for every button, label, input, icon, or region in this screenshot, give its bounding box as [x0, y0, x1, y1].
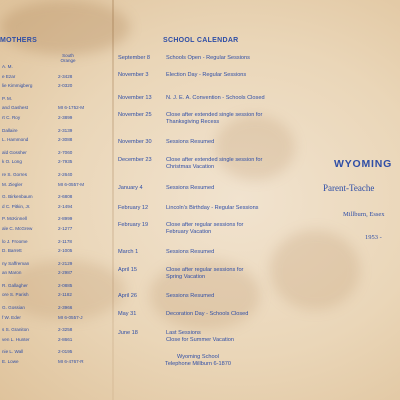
mother-name: G. Gossian	[2, 305, 25, 311]
calendar-event-line: Lincoln's Birthday - Regular Sessions	[166, 205, 259, 211]
mother-entry	[0, 204, 110, 214]
mother-name: ny Saffreman	[2, 260, 30, 266]
mother-entry	[0, 226, 110, 236]
calendar-date: March 1	[118, 249, 139, 255]
calendar-date: November 13	[118, 95, 152, 101]
mother-name: P. McKinnell	[2, 216, 27, 222]
mother-phone: 2-8661	[58, 336, 73, 342]
cover-subtitle: Parent-Teache	[323, 183, 375, 193]
mother-name: lie Kimmigberg	[2, 83, 33, 89]
calendar-event-line: Schools Open - Regular Sessions	[166, 55, 250, 61]
mother-phone: 2-3966	[58, 305, 73, 311]
calendar-event	[166, 55, 250, 62]
mothers-heading: MOTHERS	[0, 37, 38, 44]
mother-entry	[0, 216, 110, 226]
calendar-date: June 18	[118, 330, 138, 336]
school-name: Wyoming School	[177, 354, 219, 360]
mother-entry	[0, 248, 110, 258]
mother-name: M. Ziegler	[2, 181, 23, 187]
calendar-date: December 23	[118, 157, 152, 163]
mother-entry	[0, 194, 110, 204]
mother-phone: 2-2987	[58, 270, 73, 276]
mother-entry	[0, 305, 110, 315]
mother-entry	[0, 337, 110, 347]
calendar-event-line: Close for Summer Vacation	[166, 337, 234, 343]
mother-name: k O. Long	[2, 159, 22, 165]
mother-name: L. Hammond	[2, 137, 29, 143]
mother-entry	[0, 270, 110, 280]
calendar-event	[166, 222, 243, 236]
phone-column-label	[58, 53, 78, 63]
mother-phone: 2-2640	[58, 171, 73, 177]
calendar-event-line: Thanksgiving Recess	[166, 119, 220, 125]
mother-name: an Maron	[2, 270, 22, 276]
calendar-event	[166, 72, 246, 79]
mother-name: Dallaire	[2, 127, 18, 133]
calendar-event	[166, 95, 265, 102]
mother-name: nie L. Wall	[2, 349, 24, 355]
mother-name: lo J. Froome	[2, 238, 28, 244]
phone-column-label-line: Orange	[60, 58, 76, 63]
mother-entry	[0, 283, 110, 293]
mother-name: ale C. McGrew	[2, 225, 33, 231]
mother-phone: 2-6808	[58, 194, 73, 200]
mother-name: e Ezar	[2, 73, 16, 79]
calendar-date: September 8	[118, 55, 151, 61]
mother-name: E. Lowe	[2, 359, 19, 365]
calendar-event	[166, 112, 262, 126]
mother-phone: 2-7060	[58, 149, 73, 155]
mother-phone: 2-1178	[58, 238, 72, 244]
mother-entry	[0, 349, 110, 359]
mother-phone: 2-1182	[58, 292, 72, 298]
calendar-event	[166, 139, 214, 146]
mother-entry	[0, 182, 110, 192]
cover-place: Millburn, Essex	[343, 211, 385, 218]
mother-name: ore S. Parish	[2, 292, 29, 298]
calendar-heading: SCHOOL CALENDAR	[163, 37, 239, 44]
mother-phone: 2-1494	[58, 203, 73, 209]
mother-name: A. M.	[2, 64, 13, 69]
mother-entry	[0, 105, 110, 115]
mother-phone: 2-0195	[58, 349, 73, 355]
calendar-event-line: Sessions Resumed	[166, 249, 215, 255]
mother-phone: MI 6-0557-J	[58, 314, 83, 320]
mother-name: D. Barrett	[2, 248, 22, 254]
mother-entry	[0, 128, 110, 138]
calendar-event	[166, 185, 214, 192]
mother-phone: 2-3428	[58, 73, 73, 79]
mother-phone: 2-0320	[58, 83, 73, 89]
calendar-event-line: Last Sessions	[166, 330, 201, 336]
mother-name: P. M.	[2, 95, 13, 101]
calendar-event-line: Sessions Resumed	[166, 293, 215, 299]
mother-entry	[0, 239, 110, 249]
mother-phone: 2-7935	[58, 159, 73, 165]
calendar-event-line: Christmas Vacation	[166, 164, 215, 170]
mother-entry	[0, 261, 110, 271]
calendar-event	[166, 293, 214, 300]
mother-entry	[0, 359, 110, 369]
calendar-date: February 12	[118, 205, 149, 211]
mother-entry	[0, 315, 110, 325]
calendar-event	[166, 330, 234, 344]
calendar-date: May 31	[118, 311, 137, 317]
calendar-event	[166, 267, 243, 281]
mother-entry	[0, 74, 110, 84]
calendar-date: February 19	[118, 222, 149, 228]
calendar-event-line: Close after regular sessions for	[166, 267, 244, 273]
calendar-event	[166, 157, 262, 171]
calendar-date: April 15	[118, 267, 137, 273]
calendar-event	[166, 205, 258, 212]
mother-entry	[0, 292, 110, 302]
mother-entry	[0, 96, 110, 106]
mother-name: d C. Pitkin, Jr.	[2, 203, 31, 209]
calendar-event-line: N. J. E. A. Convention - Schools Closed	[166, 95, 265, 101]
mother-phone: 2-8999	[58, 216, 73, 222]
calendar-event-line: Election Day - Regular Sessions	[166, 72, 247, 78]
mother-phone: 2-3139	[58, 127, 73, 133]
mother-name: ald Gossher	[2, 149, 27, 155]
mother-entry	[0, 172, 110, 182]
mother-phone: 2-0885	[58, 282, 73, 288]
mother-entry	[0, 64, 110, 74]
mother-phone: 2-1277	[58, 225, 73, 231]
mother-phone: MI 6-0557-M	[58, 181, 85, 187]
mother-entry	[0, 137, 110, 147]
mother-name: f W. Eder	[2, 314, 21, 320]
calendar-event-line: Close after extended single session for	[166, 112, 263, 118]
calendar-date: November 25	[118, 112, 152, 118]
water-stain	[270, 230, 360, 310]
mother-entry	[0, 327, 110, 337]
mother-name: G. Birkenbaum	[2, 194, 33, 200]
mother-entry	[0, 83, 110, 93]
calendar-footer	[118, 354, 278, 368]
mothers-list	[0, 64, 110, 369]
calendar-date: April 26	[118, 293, 137, 299]
mother-name: rt C. Roy	[2, 114, 21, 120]
calendar-event-line: Sessions Resumed	[166, 139, 215, 145]
mother-phone: 2-3258	[58, 327, 73, 333]
mother-name: ven L. Hunter	[2, 336, 30, 342]
calendar-event	[166, 311, 248, 318]
school-telephone: Telephone Millburn 6-1870	[165, 361, 231, 367]
calendar-event-line: Decoration Day - Schools Closed	[166, 311, 249, 317]
mother-phone: 2-1005	[58, 248, 73, 254]
mother-phone: MI 6-4767-R	[58, 359, 84, 365]
mother-phone: MI 6-1752-M	[58, 105, 85, 111]
mother-name: R. Gallagher	[2, 282, 28, 288]
calendar-event-line: Close after extended single session for	[166, 157, 263, 163]
mother-entry	[0, 150, 110, 160]
page-fold-crease	[112, 0, 114, 400]
mother-name: re S. Gorres	[2, 171, 28, 177]
phone-column-label-line: South	[62, 53, 74, 58]
calendar-event-line: Close after regular sessions for	[166, 222, 244, 228]
mother-name: and Gashest	[2, 105, 29, 111]
mother-name: s S. Graniton	[2, 327, 29, 333]
calendar-event-line: Sessions Resumed	[166, 185, 215, 191]
calendar-date: November 30	[118, 139, 152, 145]
mother-entry	[0, 115, 110, 125]
calendar-date: November 3	[118, 72, 149, 78]
cover-year: 1953 -	[365, 234, 382, 241]
calendar-event-line: Spring Vacation	[166, 274, 206, 280]
cover-title: WYOMING	[334, 158, 393, 170]
water-stain	[0, 0, 130, 55]
mother-entry	[0, 159, 110, 169]
mother-phone: 2-3088	[58, 137, 73, 143]
mother-phone: 2-3899	[58, 114, 73, 120]
mother-phone: 2-2129	[58, 260, 73, 266]
calendar-event-line: February Vacation	[166, 229, 212, 235]
calendar-event	[166, 249, 214, 256]
calendar-date: January 4	[118, 185, 143, 191]
